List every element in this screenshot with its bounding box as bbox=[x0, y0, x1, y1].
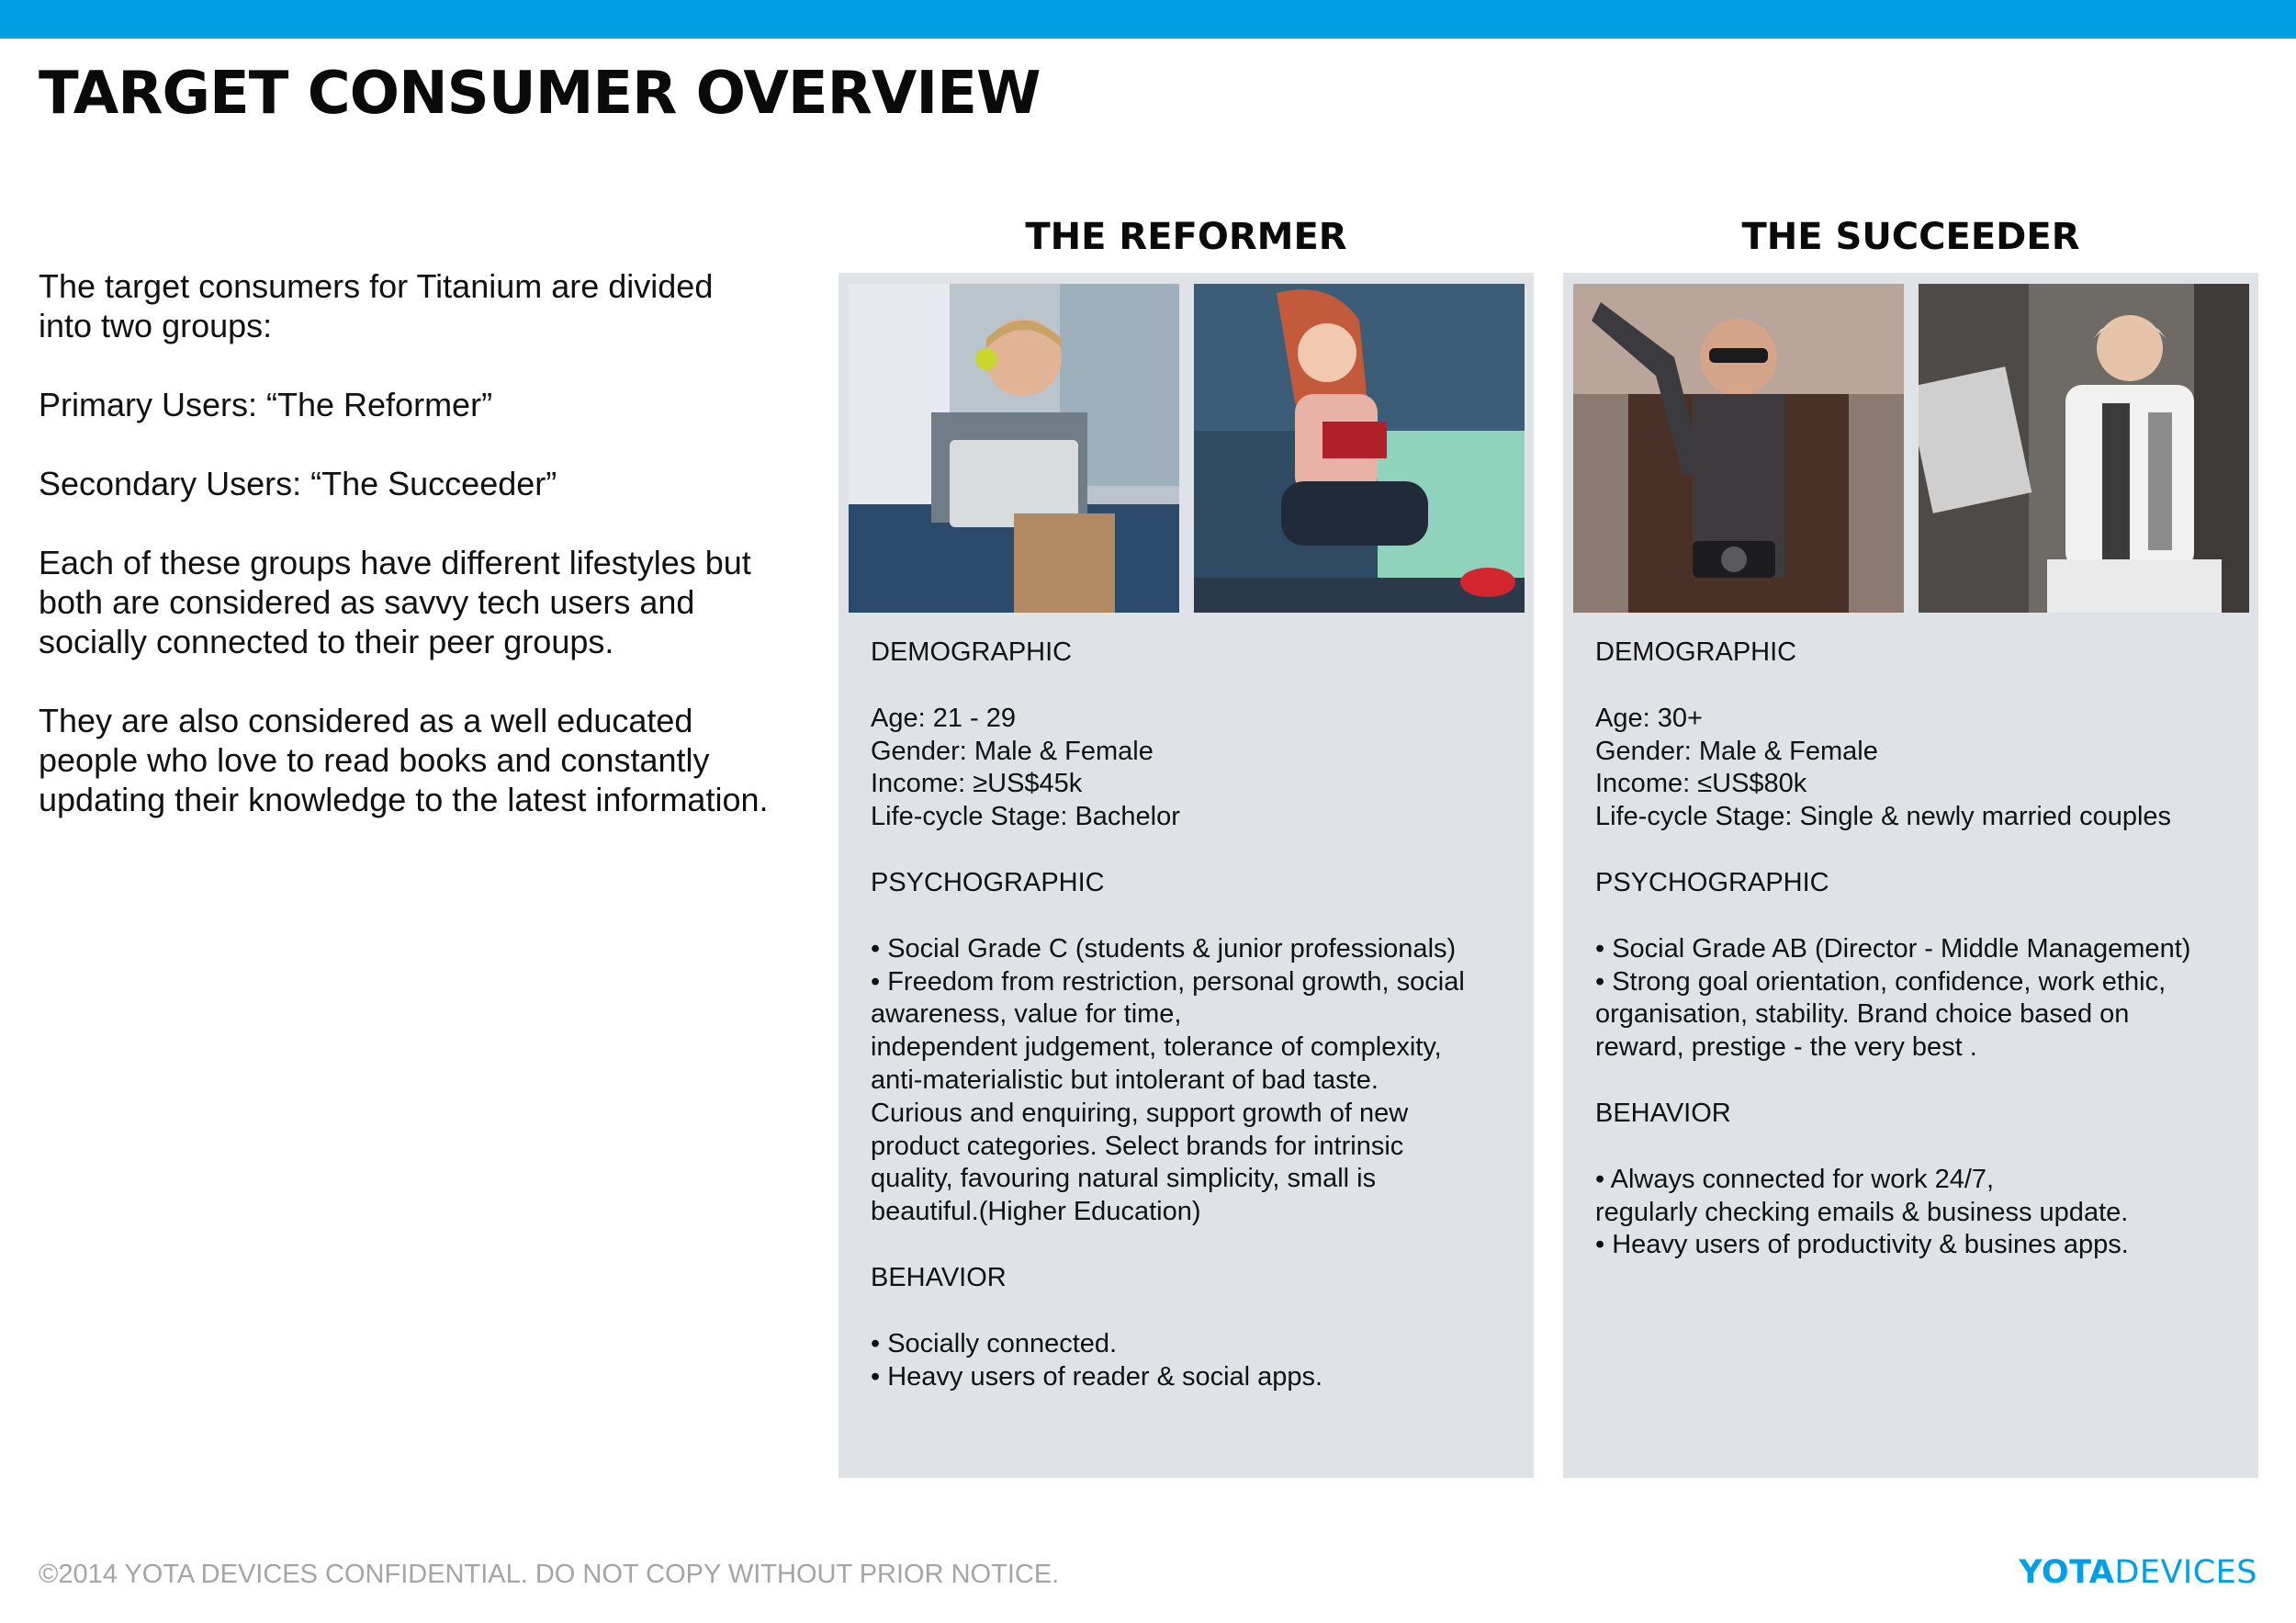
psychographic-heading: PSYCHOGRAPHIC bbox=[1595, 867, 1829, 897]
age-line: Age: 21 - 29 bbox=[871, 703, 1016, 733]
top-accent-bar bbox=[0, 0, 2296, 39]
age-line: Age: 30+ bbox=[1595, 703, 1703, 733]
list-item: • Heavy users of productivity & busines apps. bbox=[1595, 1230, 2129, 1260]
gender-line: Gender: Male & Female bbox=[871, 736, 1154, 766]
yota-devices-logo bbox=[2019, 1554, 2257, 1591]
list-item: • Socially connected. bbox=[871, 1328, 1118, 1358]
list-item: • Social Grade AB (Director - Middle Management) bbox=[1595, 933, 2191, 964]
reformer-heading: THE REFORMER bbox=[1025, 216, 1347, 258]
psychographic-list bbox=[871, 933, 1514, 1229]
income-line: Income: ≥US$45k bbox=[871, 769, 1083, 799]
succeeder-panel bbox=[1563, 273, 2258, 1478]
behavior-list bbox=[871, 1328, 1514, 1394]
reformer-photo-man-with-laptop bbox=[849, 284, 1179, 613]
intro-paragraph: The target consumers for Titanium are divided into two groups: bbox=[39, 267, 714, 344]
intro-paragraph: Each of these groups have different lifestyles but both are considered as savvy tech users and socially connected to their peer groups. bbox=[39, 544, 751, 660]
behavior-heading: BEHAVIOR bbox=[1595, 1098, 1731, 1128]
confidentiality-notice: ©2014 YOTA DEVICES CONFIDENTIAL. DO NOT COPY WITHOUT PRIOR NOTICE. bbox=[39, 1560, 1060, 1589]
succeeder-heading: THE SUCCEEDER bbox=[1741, 216, 2080, 258]
demographic-heading: DEMOGRAPHIC bbox=[1595, 637, 1797, 667]
succeeder-photo-woman-seated bbox=[1919, 284, 2249, 613]
psychographic-list bbox=[1595, 933, 2238, 1065]
reformer-panel bbox=[838, 273, 1534, 1478]
succeeder-photo-man-with-camera bbox=[1573, 284, 1904, 613]
intro-paragraph: Secondary Users: “The Succeeder” bbox=[39, 465, 557, 502]
page-title: TARGET CONSUMER OVERVIEW bbox=[39, 60, 1041, 128]
life-cycle-line: Life-cycle Stage: Single & newly married couples bbox=[1595, 802, 2172, 832]
intro-paragraph: They are also considered as a well educated people who love to read books and constantly updating their knowledge to the latest information. bbox=[39, 702, 769, 818]
list-item: • Social Grade C (students & junior professionals) bbox=[871, 933, 1457, 964]
behavior-list bbox=[1595, 1164, 2238, 1262]
list-item: • Heavy users of reader & social apps. bbox=[871, 1361, 1323, 1392]
logo-bold-part: YOTA bbox=[2019, 1554, 2115, 1591]
list-item: • Always connected for work 24/7, regularly checking emails & business update. bbox=[1595, 1164, 2129, 1227]
intro-text bbox=[39, 266, 773, 859]
reformer-details bbox=[871, 637, 1514, 1393]
list-item: • Freedom from restriction, personal growth, social awareness, value for time, independent judgement, tolerance of complexity, anti-materialistic but intolerant of bad taste. Curious and enquiring, support growth of new product categories. Select brands for intrinsic quality, favouring natural simplicity, small is beautiful.(Higher Education) bbox=[871, 966, 1465, 1227]
succeeder-details bbox=[1595, 637, 2238, 1262]
reformer-photo-woman-reading bbox=[1194, 284, 1525, 613]
behavior-heading: BEHAVIOR bbox=[871, 1262, 1007, 1292]
intro-paragraph: Primary Users: “The Reformer” bbox=[39, 386, 493, 423]
income-line: Income: ≤US$80k bbox=[1595, 769, 1807, 799]
life-cycle-line: Life-cycle Stage: Bachelor bbox=[871, 802, 1180, 832]
list-item: • Strong goal orientation, confidence, work ethic, organisation, stability. Brand choice based on reward, prestige - the very best . bbox=[1595, 966, 2167, 1063]
gender-line: Gender: Male & Female bbox=[1595, 736, 1878, 766]
psychographic-heading: PSYCHOGRAPHIC bbox=[871, 867, 1105, 897]
demographic-heading: DEMOGRAPHIC bbox=[871, 637, 1073, 667]
logo-light-part: DEVICES bbox=[2114, 1554, 2257, 1591]
